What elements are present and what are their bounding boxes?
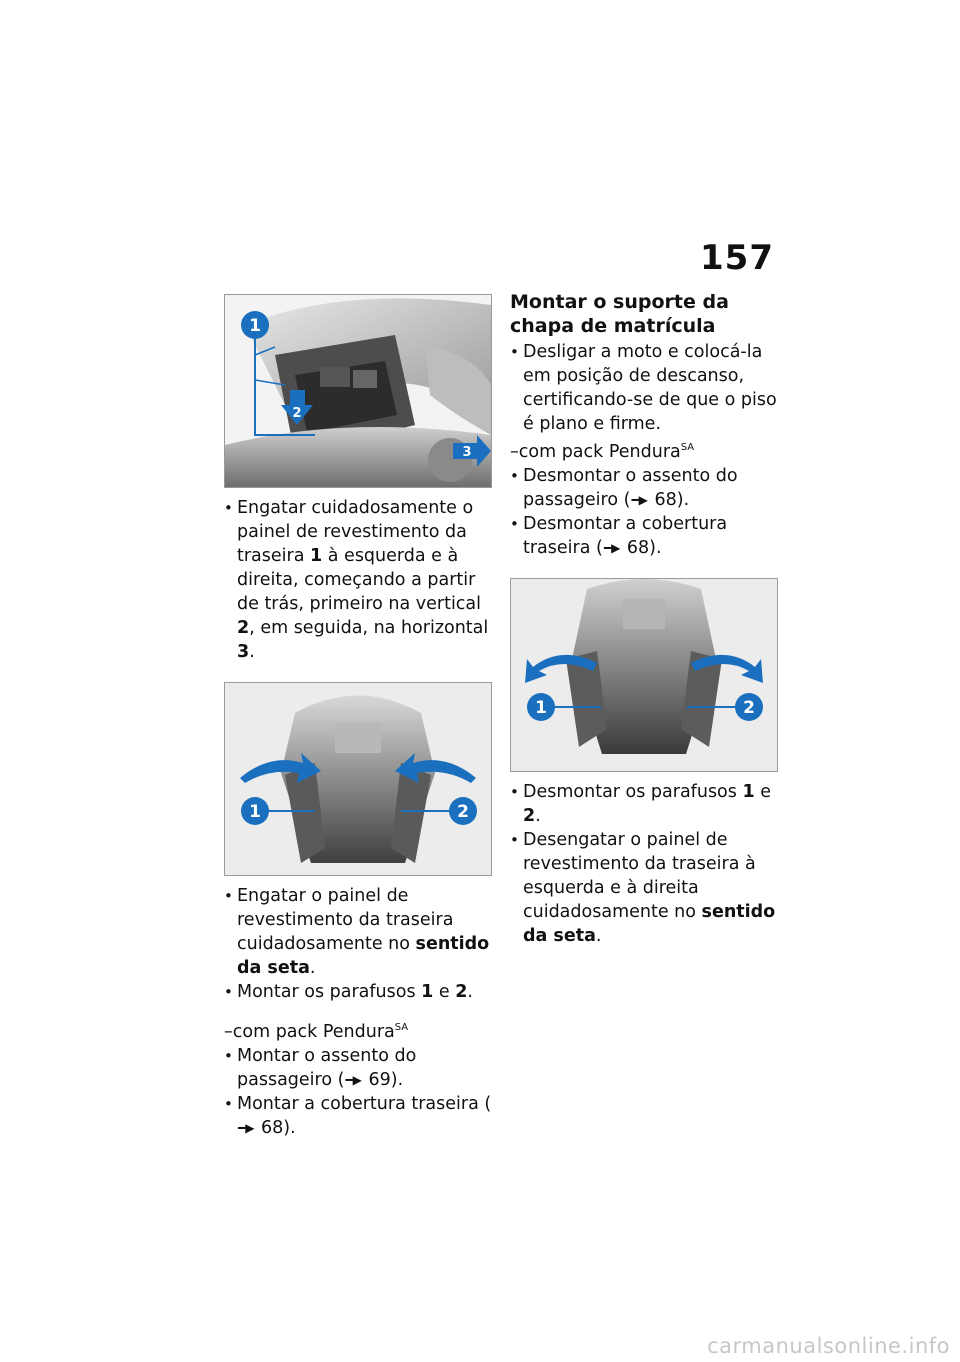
page-number: 157: [700, 238, 774, 278]
svg-text:1: 1: [249, 316, 261, 336]
condition-pendura: –com pack Pendura$^{SA}$: [510, 442, 695, 462]
step-disengage-panel: • Desengatar o painel de revestimento da traseira à esquerda e à direita cuidadosamente no sentido da seta.: [510, 828, 780, 948]
svg-text:2: 2: [457, 802, 469, 822]
step-mount-screws: • Montar os parafusos 1 e 2.: [224, 980, 494, 1004]
arrow-reference-icon: ━▶: [631, 493, 648, 507]
callout-3-label: 3: [462, 445, 472, 460]
figure-rear-panel-remove: [510, 578, 778, 772]
right-column: [510, 290, 780, 948]
arrow-reference-icon: ━▶: [603, 541, 621, 555]
step-mount-cover: • Montar a cobertura traseira (━▶ 68).: [224, 1092, 494, 1140]
callout-1-badge: [241, 311, 269, 339]
condition-pendura: –com pack Pendura$^{SA}$: [224, 1022, 409, 1042]
svg-text:2: 2: [743, 698, 755, 718]
svg-text:1: 1: [535, 698, 547, 718]
figure-rear-panel-top: [224, 294, 492, 488]
left-column: [224, 294, 494, 1140]
step-remove-seat: • Desmontar o assento do passageiro (━▶ 68).: [510, 464, 780, 512]
page-reference-link[interactable]: 68).: [654, 490, 690, 510]
step-park-bike: • Desligar a moto e colocá-la em posição de descanso, certificando-se de que o piso é plano e firme.: [510, 340, 780, 436]
step-engage-panel: • Engatar cuidadosamente o painel de revestimento da traseira 1 à esquerda e à direita, começando a partir de trás, primeiro na vertical 2, em seguida, na horizontal 3.: [224, 496, 494, 664]
callout-2-badge: [735, 693, 763, 721]
section-heading: Montar o suporte da chapa de matrícula: [510, 291, 729, 337]
page-reference-link[interactable]: 68).: [261, 1118, 296, 1138]
step-engage-arrow: • Engatar o painel de revestimento da traseira cuidadosamente no sentido da seta.: [224, 884, 494, 980]
callout-2-label: 2: [292, 406, 302, 421]
page-reference-link[interactable]: 68).: [626, 538, 662, 558]
step-remove-cover: • Desmontar a cobertura traseira (━▶ 68).: [510, 512, 780, 560]
callout-1-badge: [241, 797, 269, 825]
callout-1-badge: [527, 693, 555, 721]
figure-rear-panel-engage: [224, 682, 492, 876]
step-mount-seat: • Montar o assento do passageiro (━▶ 69).: [224, 1044, 494, 1092]
watermark: carmanualsonline.info: [707, 1334, 950, 1358]
arrow-reference-icon: ━▶: [238, 1121, 255, 1135]
svg-text:1: 1: [249, 802, 261, 822]
step-remove-screws: • Desmontar os parafusos 1 e 2.: [510, 780, 780, 828]
arrow-reference-icon: ━▶: [345, 1073, 362, 1087]
callout-2-badge: [449, 797, 477, 825]
page-reference-link[interactable]: 69).: [368, 1070, 404, 1090]
